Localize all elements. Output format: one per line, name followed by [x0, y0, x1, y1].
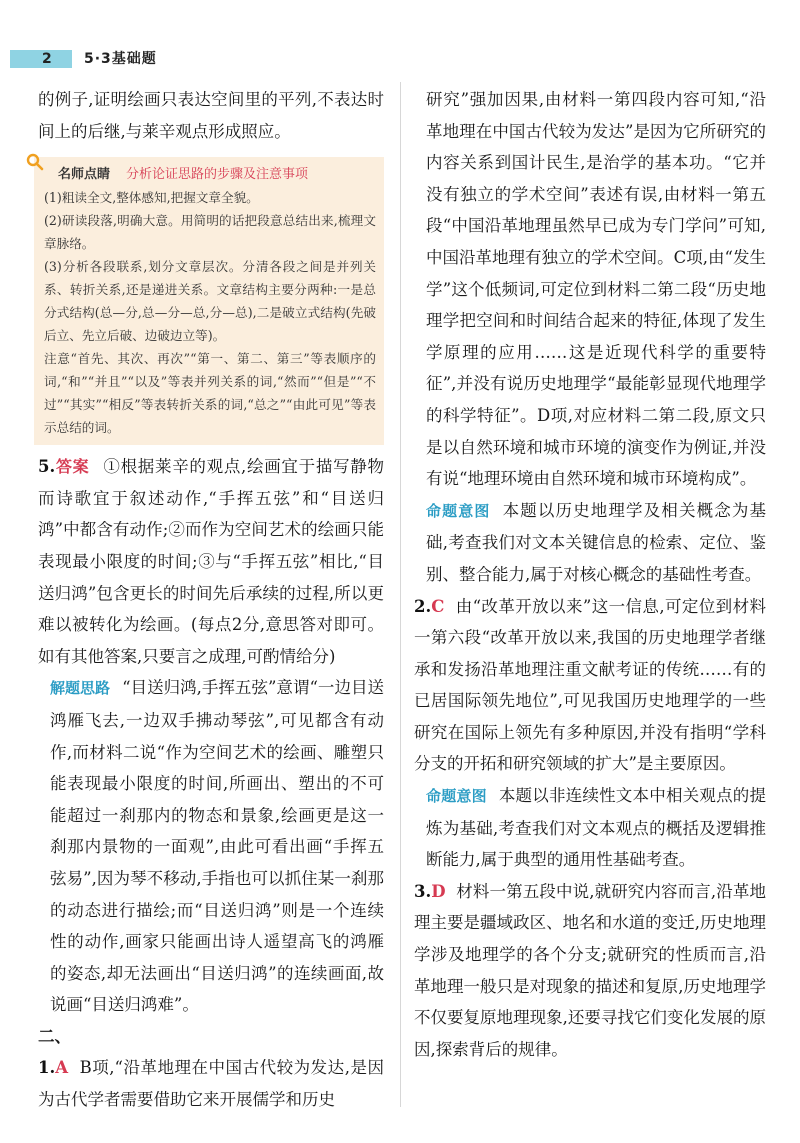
section-two-title: 二、 [38, 1026, 71, 1046]
q1-text: B项,“沿革地理在中国古代较为发达,是因为古代学者需要借助它来开展儒学和历史 [38, 1058, 384, 1110]
left-column [38, 84, 384, 1116]
series-title: 5·3基础题 [84, 51, 157, 67]
tips-header [44, 163, 376, 186]
tips-subtitle: 分析论证思路的步骤及注意事项 [126, 167, 309, 183]
header-tab [10, 50, 72, 68]
intent-1-label: 命题意图 [426, 501, 491, 520]
q5-thought [38, 672, 384, 1021]
column-divider [400, 82, 401, 1107]
intent-1-text: 本题以历史地理学及相关概念为基础,考查我们对文本关键信息的检索、定位、鉴别、整合能力,属于对核心概念的基础性考查。 [426, 500, 766, 584]
tips-title: 名师点睛 [58, 167, 111, 183]
tips-item-3: (3)分析各段联系,划分文章层次。分清各段之间是并列关系、转折关系,还是递进关系。文章结构主要分两种:一是总分式结构(总—分,总—分—总,分—总),二是破立式结构(先破后立、先立后破、边破边立等)。 [44, 259, 376, 344]
q3-text: 材料一第五段中说,就研究内容而言,沿革地理主要是疆域政区、地名和水道的变迁,历史地理学涉及地理学的各个分支;就研究的性质而言,沿革地理一般只是对现象的描述和复原,历史地理学不仅要复原地理现象,还要寻找它们变化发展的原因,探索背后的规律。 [414, 881, 766, 1059]
page-number: 2 [42, 51, 52, 67]
intent-2-label: 命题意图 [426, 787, 487, 806]
tips-item-2: (2)研读段落,明确大意。用简明的话把段意总结出来,梳理文章脉络。 [44, 213, 376, 252]
tips-note: 注意“首先、其次、再次”“第一、第二、第三”等表顺序的词,“和”“并且”“以及”等表并列关系的词,“然而”“但是”“不过”“其实”“相反”等表转折关系的词,“总之”“由此可见”等表示总结的词。 [44, 351, 376, 436]
right-column [414, 84, 766, 1065]
q3-number: 3. [414, 881, 432, 901]
magnifier-icon [26, 153, 44, 171]
page-header [0, 46, 800, 72]
q2-number: 2. [414, 596, 432, 616]
tips-item-1: (1)粗读全文,整体感知,把握文章全貌。 [44, 190, 259, 206]
q5-answer [38, 451, 384, 672]
q2-answer-letter: C [431, 596, 445, 616]
intent-1 [414, 495, 766, 591]
q1-number: 1. [38, 1058, 56, 1078]
q1-answer-letter: A [55, 1058, 69, 1078]
q5-answer-text: ①根据莱辛的观点,绘画宜于描写静物而诗歌宜于叙述动作,“手挥五弦”和“目送归鸿”中都含有动作;②而作为空间艺术的绘画只能表现最小限度的时间;③与“手挥五弦”相比,“目送归鸿”包含更长的时间先后承续的过程,所以更难以被转化为绘画。(每点2分,意思答对即可。如有其他答案,只要言之成理,可酌情给分) [38, 457, 384, 666]
q2-answer [414, 591, 766, 781]
q1-continued: 研究”强加因果,由材料一第四段内容可知,“沿革地理在中国古代较为发达”是因为它所研究的内容关系到国计民生,是治学的基本功。“它并没有独立的学术空间”表述有误,由材料一第五段“中国沿革地理虽然早已成为专门学问”可知,中国沿革地理有独立的学术空间。C项,由“发生学”这个低频词,可定位到材料二第二段“历史地理学把空间和时间结合起来的特征,体现了发生学原理的应用……这是近现代科学的重要特征”,并没有说历史地理学“最能彰显现代地理学的科学特征”。D项,对应材料二第二段,原文只是以自然环境和城市环境的演变作为例证,并没有说“地理环境由自然环境和城市环境构成”。 [426, 90, 766, 489]
intent-2 [414, 780, 766, 876]
q3-answer [414, 876, 766, 1066]
left-top-text: 的例子,证明绘画只表达空间里的平列,不表达时间上的后继,与莱辛观点形成照应。 [38, 90, 384, 141]
q2-text: 由“改革开放以来”这一信息,可定位到材料一第六段“改革开放以来,我国的历史地理学者继承和发扬沿革地理注重文献考证的传统……有的已居国际领先地位”,可见我国历史地理学的一些研究在国际上领先有多种原因,并没有指明“学科分支的开拓和研究领域的扩大”是主要原因。 [414, 596, 766, 774]
q5-number: 5. [38, 457, 56, 477]
q5-thought-text: “目送归鸿,手挥五弦”意谓“一边目送鸿雁飞去,一边双手拂动琴弦”,可见都含有动作,而材料二说“作为空间艺术的绘画、雕塑只能表现最小限度的时间,所画出、塑出的不可能超过一刹那内的物态和景象,绘画更是这一刹那内景物的一面观”,由此可看出画“手挥五弦易”,因为琴不移动,手指也可以抓住某一刹那的动态进行描绘;而“目送归鸿”则是一个连续性的动作,画家只能画出诗人遥望高飞的鸿雁的姿态,却无法画出“目送归鸿”的连续画面,故说画“目送归鸿难”。 [50, 678, 384, 1015]
intent-2-text: 本题以非连续性文本中相关观点的提炼为基础,考查我们对文本观点的概括及逻辑推断能力,属于典型的通用性基础考查。 [426, 786, 766, 870]
q5-thought-label: 解题思路 [50, 679, 111, 698]
q1-answer [38, 1052, 384, 1115]
q5-answer-label: 答案 [55, 457, 90, 477]
tips-box [34, 157, 384, 445]
q3-answer-letter: D [431, 881, 446, 901]
